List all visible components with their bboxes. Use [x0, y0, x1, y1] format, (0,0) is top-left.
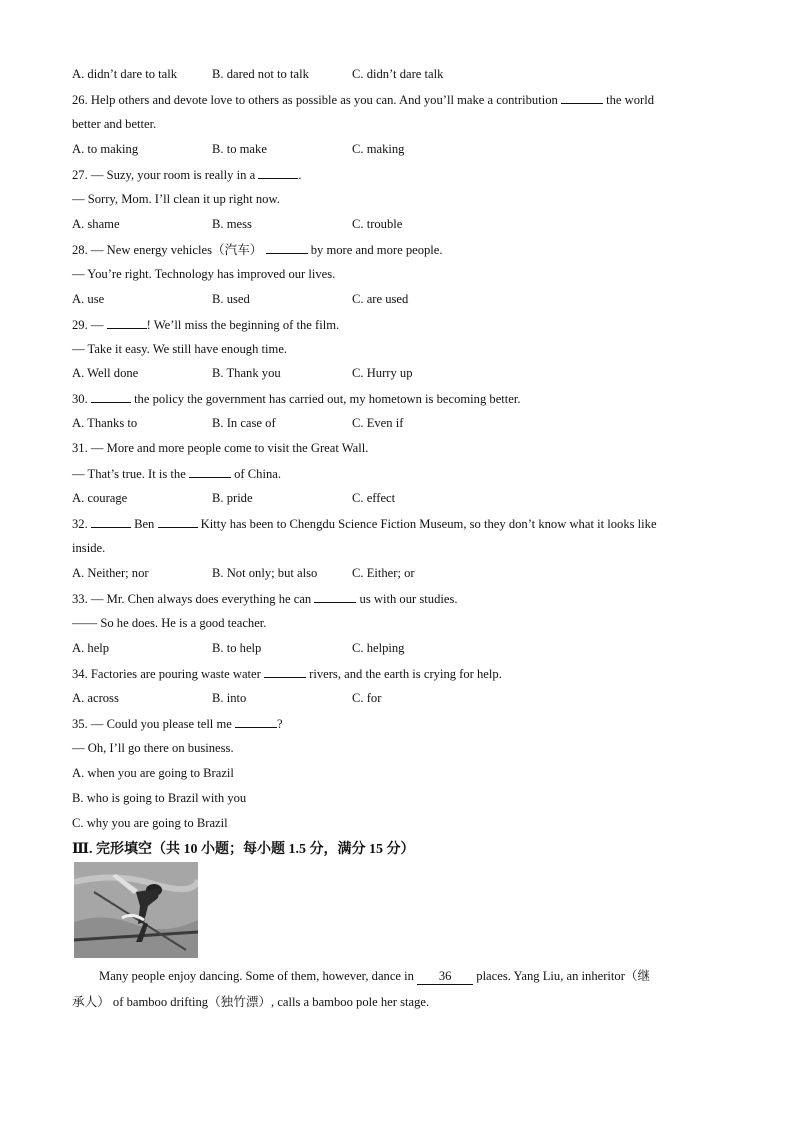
q30-stem: 30. the policy the government has carried out, my hometown is becoming better.	[72, 392, 521, 406]
q32-stem-cont: inside.	[72, 541, 106, 555]
q35-reply: — Oh, I’ll go there on business.	[72, 741, 234, 755]
q33-stem: 33. — Mr. Chen always does everything he can us with our studies.	[72, 592, 458, 606]
q35-option-a: A. when you are going to Brazil	[72, 766, 234, 780]
q33-option-a: A. help	[72, 641, 110, 655]
q31-option-c: C. effect	[352, 491, 396, 505]
q26-blank	[561, 91, 603, 104]
q32-option-a: A. Neither; nor	[72, 566, 149, 580]
q31-reply: — That’s true. It is the of China.	[72, 467, 281, 481]
q25-option-b: B. dared not to talk	[212, 67, 309, 81]
q35-option-c: C. why you are going to Brazil	[72, 816, 228, 830]
q32-option-b: B. Not only; but also	[212, 566, 318, 580]
q25-option-a: A. didn’t dare to talk	[72, 67, 178, 81]
q30-blank	[91, 390, 131, 403]
q32-blank-1	[91, 515, 131, 528]
q34-option-a: A. across	[72, 691, 119, 705]
q34-blank	[264, 665, 306, 678]
passage-line-1: Many people enjoy dancing. Some of them, however, dance in 36 places. Yang Liu, an inheritor（继	[99, 969, 651, 983]
q29-blank	[107, 316, 147, 329]
q26-option-a: A. to making	[72, 142, 139, 156]
q32-blank-2	[158, 515, 198, 528]
bamboo-drifting-photo	[74, 862, 198, 958]
q28-stem: 28. — New energy vehicles（汽车） by more and more people.	[72, 243, 443, 257]
q29-reply: — Take it easy. We still have enough time.	[72, 342, 288, 356]
q31-option-b: B. pride	[212, 491, 253, 505]
q29-option-b: B. Thank you	[212, 366, 281, 380]
q28-option-a: A. use	[72, 292, 105, 306]
q27-option-b: B. mess	[212, 217, 252, 231]
q26-stem: 26. Help others and devote love to others as possible as you can. And you’ll make a contribution the world	[72, 93, 655, 107]
q28-option-b: B. used	[212, 292, 250, 306]
q26-stem-cont: better and better.	[72, 117, 157, 131]
q32-stem: 32. Ben Kitty has been to Chengdu Science Fiction Museum, so they don’t know what it looks like	[72, 517, 657, 531]
q33-blank	[314, 590, 356, 603]
q27-option-a: A. shame	[72, 217, 120, 231]
q29-option-c: C. Hurry up	[352, 366, 413, 380]
q34-option-b: B. into	[212, 691, 247, 705]
q33-reply: —— So he does. He is a good teacher.	[72, 616, 267, 630]
q35-blank	[235, 715, 277, 728]
q30-option-b: B. In case of	[212, 416, 276, 430]
q28-option-c: C. are used	[352, 292, 409, 306]
q30-option-a: A. Thanks to	[72, 416, 138, 430]
q34-option-c: C. for	[352, 691, 382, 705]
passage-line-2: 承人） of bamboo drifting（独竹漂）, calls a bamboo pole her stage.	[72, 995, 430, 1009]
q25-option-c: C. didn’t dare talk	[352, 67, 444, 81]
q33-option-b: B. to help	[212, 641, 262, 655]
q27-reply: — Sorry, Mom. I’ll clean it up right now.	[72, 192, 280, 206]
q31-stem: 31. — More and more people come to visit the Great Wall.	[72, 441, 369, 455]
q29-stem: 29. — ! We’ll miss the beginning of the film.	[72, 318, 340, 332]
q34-stem: 34. Factories are pouring waste water rivers, and the earth is crying for help.	[72, 667, 502, 681]
section-title-cloze: Ⅲ. 完形填空（共 10 小题；每小题 1.5 分，满分 15 分）	[72, 842, 415, 857]
q35-stem: 35. — Could you please tell me ?	[72, 717, 283, 731]
bamboo-drifting-illustration	[74, 862, 198, 958]
q28-blank	[266, 241, 308, 254]
q33-option-c: C. helping	[352, 641, 405, 655]
q27-option-c: C. trouble	[352, 217, 403, 231]
q27-stem: 27. — Suzy, your room is really in a .	[72, 168, 302, 182]
q27-blank	[258, 166, 298, 179]
q32-option-c: C. Either; or	[352, 566, 415, 580]
q29-option-a: A. Well done	[72, 366, 139, 380]
q30-option-c: C. Even if	[352, 416, 404, 430]
q26-option-b: B. to make	[212, 142, 267, 156]
cloze-blank-36: 36	[417, 968, 473, 985]
q28-reply: — You’re right. Technology has improved our lives.	[72, 267, 336, 281]
q31-option-a: A. courage	[72, 491, 128, 505]
q26-option-c: C. making	[352, 142, 405, 156]
q31-blank	[189, 465, 231, 478]
q35-option-b: B. who is going to Brazil with you	[72, 791, 247, 805]
